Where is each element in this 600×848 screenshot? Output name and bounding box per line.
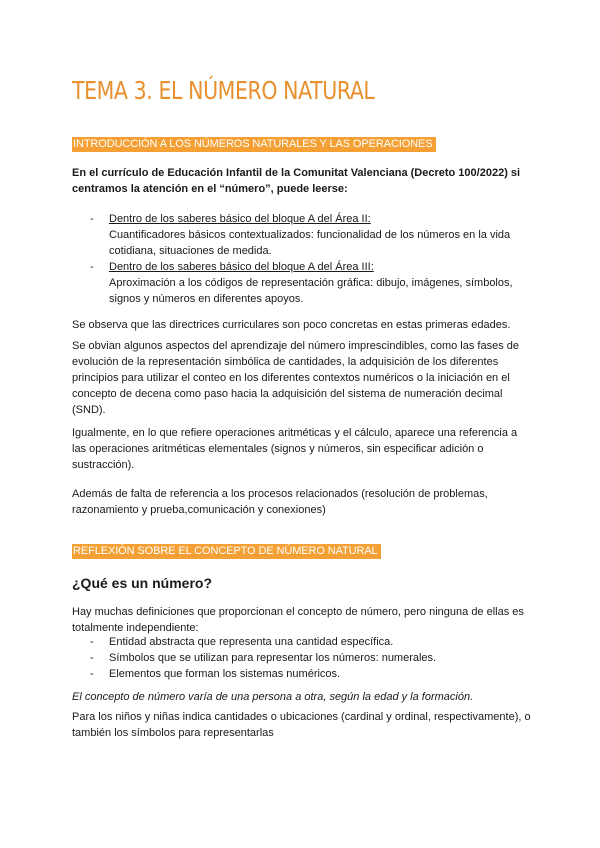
bullet-text: Símbolos que se utilizan para representar los números: numerales. xyxy=(109,652,437,664)
bullet-dash: - xyxy=(90,652,94,664)
paragraph: Además de falta de referencia a los procesos relacionados (resolución de problemas, razonamiento y prueba,comunicación y conexiones) xyxy=(72,488,488,516)
paragraph: Para los niños y niñas indica cantidades o ubicaciones (cardinal y ordinal, respectivamente), o también los símbolos para representarlas xyxy=(72,711,531,739)
italic-note: El concepto de número varía de una persona a otra, según la edad y la formación. xyxy=(72,691,474,703)
section-heading-intro: INTRODUCCIÓN A LOS NÚMEROS NATURALES Y LAS OPERACIONES xyxy=(72,137,436,152)
section-heading-reflexion: REFLEXIÓN SOBRE EL CONCEPTO DE NÚMERO NATURAL xyxy=(72,544,381,559)
bullet-dash: - xyxy=(90,213,94,225)
page-title: TEMA 3. EL NÚMERO NATURAL xyxy=(72,76,375,105)
paragraph: Se obvian algunos aspectos del aprendizaje del número imprescindibles, como las fases de evolución de la representación simbólica de cantidades, la adquisición de los diferentes principios para utilizar el conteo en los diferentes contextos numéricos o la iniciación en el concepto de decena como paso hacia la adquisición del sistema de numeración decimal (SND). xyxy=(72,340,519,416)
bullet-title: Dentro de los saberes básico del bloque A del Área II: xyxy=(109,213,371,225)
paragraph: Hay muchas definiciones que proporcionan el concepto de número, pero ninguna de ellas es totalmente independiente: xyxy=(72,606,524,634)
bullet-text: Aproximación a los códigos de representación gráfica: dibujo, imágenes, símbolos, signos y números en diferentes apoyos. xyxy=(109,277,513,305)
intro-paragraph: En el currículo de Educación Infantil de la Comunitat Valenciana (Decreto 100/2022) si centramos la atención en el “número”, puede leerse: xyxy=(72,167,521,195)
bullet-dash: - xyxy=(90,636,94,648)
bullet-title: Dentro de los saberes básico del bloque A del Área III: xyxy=(109,261,374,273)
question-heading: ¿Qué es un número? xyxy=(72,575,213,591)
bullet-text: Cuantificadores básicos contextualizados: funcionalidad de los números en la vida cotidiana, situaciones de medida. xyxy=(109,229,511,257)
bullet-dash: - xyxy=(90,668,94,680)
bullet-text: Elementos que forman los sistemas numéricos. xyxy=(109,668,341,680)
paragraph: Se observa que las directrices curriculares son poco concretas en estas primeras edades. xyxy=(72,319,511,331)
paragraph: Igualmente, en lo que refiere operaciones aritméticas y el cálculo, aparece una referencia a las operaciones aritméticas elementales (signos y números, sin especificar adición o sustracción). xyxy=(72,427,518,471)
bullet-dash: - xyxy=(90,261,94,273)
bullet-text: Entidad abstracta que representa una cantidad específica. xyxy=(109,636,394,648)
